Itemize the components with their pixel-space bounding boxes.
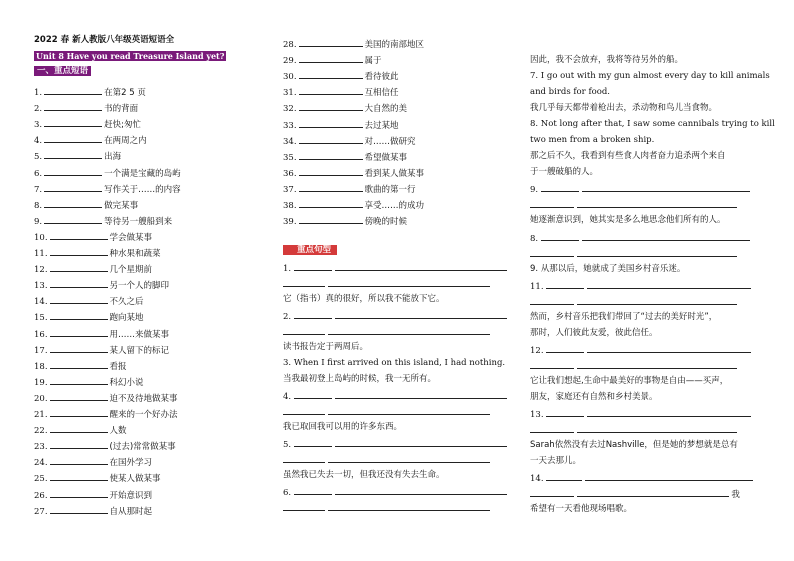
answer-blank[interactable]	[335, 486, 507, 495]
answer-blank[interactable]	[50, 311, 108, 320]
sentence-translation: 然而，乡村音乐把我们带回了“过去的美好时光”，	[530, 312, 718, 322]
answer-blank[interactable]	[294, 486, 332, 495]
phrase-text: 出海	[104, 152, 122, 163]
answer-blank[interactable]	[44, 134, 102, 143]
answer-blank[interactable]	[585, 472, 753, 481]
answer-blank[interactable]	[328, 502, 490, 511]
phrase-item	[34, 199, 138, 212]
phrase-number: 24.	[34, 458, 48, 469]
sentence-translation: 那之后不久，我看到有些食人肉者奋力追杀两个来自	[530, 151, 726, 161]
phrase-item	[34, 505, 152, 518]
answer-blank[interactable]	[335, 262, 507, 271]
sentence-translation: 因此，我不会放弃，我将等待另外的船。	[530, 55, 684, 65]
answer-blank[interactable]	[50, 360, 108, 369]
sentence-translation: 虽然我已失去一切，但我还没有失去生命。	[283, 470, 445, 480]
document-title: 2022 春 新人教版八年级英语短语全	[34, 35, 175, 45]
phrase-number: 32.	[283, 104, 297, 115]
sentence-english: 3. When I first arrived on this island, I had nothing.	[283, 358, 506, 368]
answer-line	[283, 454, 490, 467]
answer-blank[interactable]	[546, 472, 582, 481]
answer-blank[interactable]	[294, 438, 332, 447]
answer-blank[interactable]	[50, 247, 108, 256]
sentence-row: 2.	[283, 310, 507, 323]
sentence-translation: 那时，人们彼此友爱，彼此信任。	[530, 328, 658, 338]
phrase-item	[283, 119, 399, 132]
phrase-number: 6.	[34, 168, 43, 179]
phrase-text: 不久之后	[109, 297, 144, 308]
answer-blank[interactable]	[577, 424, 737, 433]
phrase-text: 用……来做某事	[109, 329, 170, 340]
answer-blank[interactable]	[587, 344, 751, 353]
answer-blank[interactable]	[44, 150, 102, 159]
answer-blank[interactable]	[328, 406, 490, 415]
sentence-row: 14.	[530, 472, 753, 485]
answer-line	[283, 278, 490, 291]
phrase-number: 4.	[34, 136, 43, 147]
answer-blank[interactable]	[299, 86, 363, 95]
phrase-item	[34, 150, 121, 163]
phrase-item	[34, 472, 161, 485]
phrase-number: 22.	[34, 426, 48, 437]
phrase-text: 互相信任	[364, 88, 399, 99]
answer-line	[530, 248, 737, 261]
answer-blank[interactable]	[577, 488, 729, 497]
sentence-translation: 读书报告定于两周后。	[283, 342, 369, 352]
answer-blank[interactable]	[44, 215, 102, 224]
phrase-item	[34, 489, 152, 502]
phrase-text: 写作关于……的内容	[104, 184, 181, 195]
phrase-item	[34, 440, 176, 453]
phrase-item	[34, 360, 127, 373]
answer-blank[interactable]	[50, 505, 108, 514]
answer-line	[530, 199, 737, 212]
phrase-text: 做完某事	[104, 200, 139, 211]
phrase-item	[283, 199, 424, 212]
answer-blank[interactable]	[294, 390, 332, 399]
sentence-row: 5.	[283, 438, 507, 451]
sentence-translation: Sarah依然没有去过Nashville，但是她的梦想就是总有	[530, 440, 738, 450]
sentence-row: 13.	[530, 408, 751, 421]
phrase-item	[34, 344, 169, 357]
answer-blank[interactable]	[44, 199, 102, 208]
answer-blank[interactable]	[299, 119, 363, 128]
answer-blank[interactable]	[283, 454, 325, 463]
phrase-item	[283, 183, 416, 196]
phrase-text: 在国外学习	[109, 458, 153, 469]
phrase-number: 5.	[34, 152, 43, 163]
sentence-translation: 9. 从那以后，她就成了美国乡村音乐迷。	[530, 264, 686, 274]
phrase-text: 醒来的一个好办法	[109, 410, 178, 420]
answer-blank[interactable]	[283, 326, 325, 335]
phrase-text: 科幻小说	[109, 377, 144, 388]
phrase-text: 一个满是宝藏的岛屿	[104, 168, 181, 179]
answer-blank[interactable]	[44, 118, 102, 127]
answer-blank[interactable]	[44, 102, 102, 111]
phrase-number: 28.	[283, 40, 297, 50]
phrase-number: 21.	[34, 410, 48, 420]
phrase-item	[283, 38, 424, 51]
phrase-number: 8.	[34, 200, 43, 211]
answer-blank[interactable]	[577, 199, 737, 208]
sentence-english: two men from a broken ship.	[530, 135, 655, 145]
answer-blank[interactable]	[530, 360, 574, 369]
phrase-number: 30.	[283, 72, 297, 83]
phrase-item	[34, 279, 169, 292]
phrase-number: 3.	[34, 120, 43, 131]
phrase-text: (过去)常常做某事	[109, 442, 176, 453]
answer-blank[interactable]	[299, 215, 363, 224]
phrase-item	[34, 392, 178, 405]
phrase-item	[34, 231, 152, 244]
phrase-text: 迫不及待地做某事	[109, 393, 178, 404]
phrase-item	[34, 215, 172, 228]
answer-blank[interactable]	[50, 328, 108, 337]
phrase-number: 37.	[283, 184, 297, 195]
phrase-number: 36.	[283, 168, 297, 179]
answer-blank[interactable]	[541, 183, 579, 192]
phrase-text: 希望做某事	[364, 152, 408, 163]
phrase-number: 19.	[34, 377, 48, 388]
answer-blank[interactable]	[50, 295, 108, 304]
answer-blank[interactable]	[530, 424, 574, 433]
answer-blank[interactable]	[50, 408, 108, 417]
answer-blank[interactable]	[299, 151, 363, 160]
answer-blank[interactable]	[44, 167, 102, 176]
sentence-translation: 当我最初登上岛屿的时候，我一无所有。	[283, 374, 437, 384]
answer-line	[283, 406, 490, 419]
answer-blank[interactable]	[335, 310, 507, 319]
phrase-item	[34, 295, 144, 308]
phrase-item	[34, 247, 161, 260]
answer-line	[530, 424, 737, 437]
answer-blank[interactable]	[530, 199, 574, 208]
phrase-number: 17.	[34, 345, 48, 356]
phrase-text: 傍晚的时候	[364, 217, 408, 228]
phrase-text: 大自然的美	[364, 104, 408, 115]
phrase-number: 10.	[34, 232, 48, 243]
phrase-text: 看待彼此	[364, 72, 399, 83]
phrase-text: 学会做某事	[109, 232, 153, 243]
answer-line	[283, 502, 490, 515]
answer-blank[interactable]	[294, 310, 332, 319]
phrase-text: 种水果和蔬菜	[109, 249, 161, 259]
answer-blank[interactable]	[328, 278, 490, 287]
sentence-english: 7. I go out with my gun almost every day to kill animals	[530, 71, 770, 81]
phrase-number: 18.	[34, 361, 48, 372]
phrase-text: 赶快;匆忙	[104, 120, 141, 131]
answer-blank[interactable]	[299, 102, 363, 111]
answer-blank[interactable]	[50, 231, 108, 240]
phrase-text: 看报	[109, 361, 127, 372]
unit-heading	[34, 51, 226, 63]
answer-blank[interactable]	[587, 408, 751, 417]
sentence-row: 9.	[530, 183, 750, 196]
sentence-row: 12.	[530, 344, 751, 357]
phrase-item	[34, 311, 144, 324]
sentence-row: 4.	[283, 390, 507, 403]
phrase-text: 看到某人做某事	[364, 168, 425, 179]
phrase-item	[283, 86, 399, 99]
answer-blank[interactable]	[50, 456, 108, 465]
phrase-item	[283, 135, 416, 148]
phrase-number: 25.	[34, 474, 48, 485]
phrase-number: 31.	[283, 88, 297, 99]
phrase-text: 另一个人的脚印	[109, 281, 170, 292]
answer-blank[interactable]	[50, 263, 108, 272]
phrase-number: 13.	[34, 281, 48, 292]
phrase-text: 美国的南部地区	[364, 40, 425, 50]
answer-blank[interactable]	[546, 344, 584, 353]
sentence-row: 11.	[530, 280, 751, 293]
phrase-item	[34, 328, 169, 341]
answer-blank[interactable]	[577, 248, 737, 257]
phrase-number: 27.	[34, 506, 48, 517]
answer-line	[283, 326, 490, 339]
answer-blank[interactable]	[50, 440, 108, 449]
phrase-item	[34, 167, 181, 180]
phrase-text: 开始意识到	[109, 490, 153, 501]
phrase-number: 2.	[34, 104, 43, 115]
phrase-number: 35.	[283, 152, 297, 163]
phrase-item	[34, 456, 152, 469]
phrase-text: 使某人做某事	[109, 474, 161, 485]
answer-blank[interactable]	[50, 424, 108, 433]
phrase-item	[34, 424, 127, 437]
answer-blank[interactable]	[577, 296, 737, 305]
answer-blank[interactable]	[50, 376, 108, 385]
phrase-number: 39.	[283, 217, 297, 228]
answer-blank[interactable]	[582, 183, 750, 192]
phrase-number: 1.	[34, 88, 43, 98]
answer-blank[interactable]	[546, 280, 584, 289]
phrase-text: 在第2 5 页	[104, 88, 146, 98]
section-label: 重点句型	[283, 245, 337, 255]
sentence-translation: 朋友，家庭还有自然和乡村美景。	[530, 392, 658, 402]
answer-blank[interactable]	[530, 248, 574, 257]
phrase-text: 某人留下的标记	[109, 345, 170, 356]
phrase-number: 14.	[34, 297, 48, 308]
answer-blank[interactable]	[335, 390, 507, 399]
sentence-translation: 我已取回我可以用的许多东西。	[283, 422, 403, 432]
unit-title: Unit 8 Have you read Treasure Island yet?	[36, 51, 225, 61]
sentence-row: 6.	[283, 486, 507, 499]
phrase-item	[283, 70, 399, 83]
phrase-number: 7.	[34, 184, 43, 195]
answer-blank[interactable]	[328, 326, 490, 335]
answer-blank[interactable]	[299, 135, 363, 144]
sentence-row: 8.	[530, 232, 750, 245]
answer-blank[interactable]	[50, 279, 108, 288]
sentence-translation: 它让我们想起,生命中最美好的事物是自由——买声，	[530, 376, 729, 386]
sentence-english: and birds for food.	[530, 87, 610, 97]
phrase-item	[34, 118, 141, 131]
answer-blank[interactable]	[50, 489, 108, 498]
phrase-text: 几个星期前	[109, 265, 153, 276]
answer-blank[interactable]	[577, 360, 737, 369]
answer-blank[interactable]	[299, 70, 363, 79]
phrase-item	[283, 215, 407, 228]
answer-blank[interactable]	[283, 502, 325, 511]
answer-line	[530, 360, 737, 373]
answer-blank[interactable]	[587, 280, 751, 289]
phrase-number: 23.	[34, 442, 48, 453]
phrase-text: 对……做研究	[364, 136, 416, 147]
answer-blank[interactable]	[299, 183, 363, 192]
answer-blank[interactable]	[283, 278, 325, 287]
answer-blank[interactable]	[530, 296, 574, 305]
answer-blank[interactable]	[335, 438, 507, 447]
phrase-item	[283, 151, 407, 164]
phrase-text: 享受……的成功	[364, 201, 425, 211]
answer-blank[interactable]	[50, 344, 108, 353]
phrase-item	[283, 167, 424, 180]
phrase-text: 歌曲的第一行	[364, 184, 416, 195]
phrase-item	[34, 102, 138, 115]
phrase-item	[34, 134, 147, 147]
answer-blank[interactable]	[50, 392, 108, 401]
phrase-number: 34.	[283, 136, 297, 147]
phrase-number: 12.	[34, 265, 48, 276]
sentence-translation: 于一艘破船的人。	[530, 167, 599, 177]
section-label: 一、重点短语	[34, 66, 91, 76]
section-heading-phrases	[34, 66, 91, 77]
answer-blank[interactable]	[530, 488, 574, 497]
phrase-text: 自从那时起	[109, 506, 153, 517]
phrase-item	[283, 102, 407, 115]
phrase-number: 9.	[34, 216, 43, 227]
answer-blank[interactable]	[299, 38, 363, 47]
phrase-number: 33.	[283, 120, 297, 131]
section-heading-sentences	[283, 245, 337, 256]
phrase-item	[34, 376, 144, 389]
answer-blank[interactable]	[582, 232, 750, 241]
answer-blank[interactable]	[546, 408, 584, 417]
phrase-text: 人数	[109, 426, 127, 437]
phrase-text: 等待另一艘船到来	[104, 216, 173, 227]
answer-blank[interactable]	[44, 86, 102, 95]
sentence-english: 8. Not long after that, I saw some cannibals trying to kill	[530, 119, 775, 129]
answer-blank[interactable]	[294, 262, 332, 271]
phrase-text: 在两周之内	[104, 136, 147, 147]
phrase-text: 跑向某地	[109, 313, 144, 324]
phrase-item	[34, 408, 178, 421]
answer-blank[interactable]	[299, 167, 363, 176]
phrase-item	[34, 86, 146, 99]
phrase-number: 16.	[34, 329, 48, 340]
sentence-translation: 一天去那儿。	[530, 456, 582, 466]
sentence-translation: 希望有一天看他现场唱歌。	[530, 504, 633, 514]
answer-line	[530, 296, 737, 309]
phrase-item	[283, 54, 382, 67]
phrase-number: 20.	[34, 393, 48, 404]
answer-blank[interactable]	[541, 232, 579, 241]
phrase-number: 26.	[34, 490, 48, 501]
phrase-number: 11.	[34, 249, 48, 259]
answer-blank[interactable]	[44, 183, 102, 192]
answer-line: 我	[530, 488, 740, 501]
phrase-number: 15.	[34, 313, 48, 324]
phrase-text: 属于	[364, 56, 382, 67]
answer-blank[interactable]	[299, 199, 363, 208]
phrase-number: 29.	[283, 56, 297, 67]
sentence-translation: 它（指书）真的很好，所以我不能放下它。	[283, 294, 445, 304]
phrase-number: 38.	[283, 201, 297, 211]
phrase-item	[34, 183, 181, 196]
phrase-item	[34, 263, 152, 276]
answer-blank[interactable]	[50, 472, 108, 481]
sentence-translation: 我几乎每天都带着枪出去，杀动物和鸟儿当食物。	[530, 103, 718, 113]
answer-blank[interactable]	[328, 454, 490, 463]
phrase-text: 书的背面	[104, 104, 139, 115]
answer-blank[interactable]	[299, 54, 363, 63]
sentence-row: 1.	[283, 262, 507, 275]
answer-blank[interactable]	[283, 406, 325, 415]
phrase-text: 去过某地	[364, 120, 399, 131]
sentence-translation: 她逐渐意识到，她其实是多么地思念他们所有的人。	[530, 215, 726, 225]
